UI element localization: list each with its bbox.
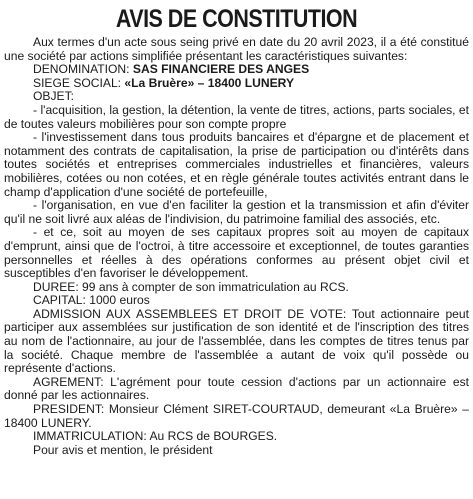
denomination-line [4,63,469,77]
objet-item: - et ce, soit au moyen de ses capitaux propres soit au moyen de capitaux d'emprunt, ainsi que de l'octroi, à titre accessoire et exceptionnel, de toutes garanties personnelles et réelles à des opérations conformes au présent objet civil et susceptibles d'en favoriser le développement. [4,225,469,281]
objet-item: - l'organisation, en vue d'en faciliter la gestion et la transmission et afin d'éviter qu'il ne soit livré aux aléas de l'indivision, du patrimoine familial des associés, etc. [4,198,469,226]
notice-title: AVIS DE CONSTITUTION [115,5,358,33]
president-paragraph: PRESIDENT: Monsieur Clément SIRET-COURTAUD, demeurant «La Bruère» – 18400 LUNERY. [4,402,469,430]
siege-social-value: «La Bruère» – 18400 LUNERY [124,75,295,90]
immatriculation-line: IMMATRICULATION: Au RCS de BOURGES. [33,429,278,444]
agrement-paragraph: AGREMENT: L'agrément pour toute cession d'actions par un actionnaire est donné par les actionnaires. [4,374,469,403]
denomination-value: SAS FINANCIERE DES ANGES [132,62,310,77]
closing-line: Pour avis et mention, le président [33,442,213,457]
admission-paragraph: ADMISSION AUX ASSEMBLEES ET DROIT DE VOTE: Tout actionnaire peut participer aux assemblées sur justification de son identité et de l'inscription des titres au nom de l'actionnaire, au jour de l'assemblée, dans les comptes de titres tenus par la société. Chaque membre de l'assemblée a autant de voix qu'il possède ou représente d'actions. [4,306,469,376]
duree-line: DUREE: 99 ans à compter de son immatriculation au RCS. [33,279,349,294]
objet-item: - l'acquisition, la gestion, la détention, la vente de titres, actions, parts sociales, et de toutes valeurs mobilières pour son compte propre [4,102,469,131]
capital-line: CAPITAL: 1000 euros [33,293,150,308]
denomination-label: DENOMINATION: [33,62,133,77]
siege-social-label: SIEGE SOCIAL: [33,75,125,90]
objet-item: - l'investissement dans tous produits bancaires et d'épargne et de placement et notamment des contrats de capitalisation, la prise de participation ou d'intérêts dans toutes sociétés et entreprises commerciales industrielles et financières, valeurs mobilières, cotées ou non cotées, et en règle générale toutes activités entrant dans le champ d'application d'une société de portefeuille, [4,130,469,199]
intro-paragraph: Aux termes d'un acte sous seing privé en date du 20 avril 2023, il a été constitué une société par actions simplifiée présentant les caractéristiques suivantes: [4,35,469,63]
objet-heading: OBJET: [33,89,74,104]
siege-social-line [4,77,469,91]
